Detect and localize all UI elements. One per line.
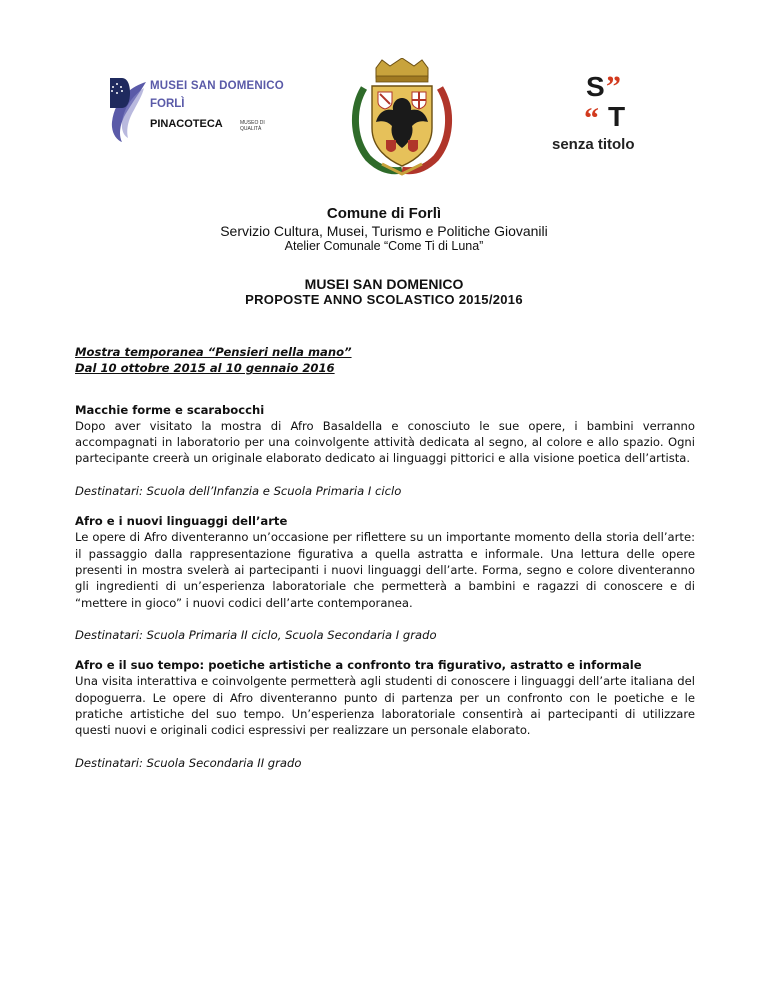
- section-title: Macchie forme e scarabocchi: [75, 402, 265, 417]
- section-title: Afro e i nuovi linguaggi dell’arte: [75, 514, 288, 529]
- musei-san-domenico-logo: [108, 78, 288, 144]
- senza-titolo-caption: senza titolo: [552, 136, 635, 153]
- section-1: [75, 402, 695, 499]
- section-text: Una visita interattiva e coinvolgente permetterà agli studenti di conoscere i linguaggi dell’arte italiana del dopoguerra. Le opere di Afro diventeranno punto di partenza per un confronto con le poetiche e le pratiche artistiche del suo tempo. Un’esperienza laboratoriale consentirà ai partecipanti di utilizzare questi nuovi e originali codici espressivi per realizzare un personale elaborato.: [75, 674, 695, 738]
- comune-heading: Comune di Forlì: [326, 205, 442, 222]
- document-body: [75, 344, 695, 771]
- section-2: [75, 513, 695, 643]
- glyph-quote-open: “: [584, 102, 599, 132]
- section-text: Dopo aver visitato la mostra di Afro Basaldella e conosciuto le sue opere, i bambini verranno accompagnati in laboratorio per una coinvolgente attività dedicata al segno, al colore e allo spazio. Ogni partecipante creerà un originale elaborato dedicato ai linguaggi pittorici e alla visione poetica dell’artista.: [75, 418, 695, 466]
- st-monogram-icon: [582, 70, 642, 132]
- musei-heading: MUSEI SAN DOMENICO: [304, 276, 464, 292]
- glyph-quote-close: ”: [606, 70, 621, 103]
- section-3: [75, 657, 695, 771]
- glyph-s: S: [586, 71, 605, 102]
- section-recipients: Destinatari: Scuola Primaria II ciclo, Scuola Secondaria I grado: [75, 627, 437, 642]
- atelier-line: Atelier Comunale “Come Ti di Luna”: [284, 239, 484, 253]
- glyph-t: T: [608, 101, 626, 132]
- servizio-line: Servizio Cultura, Musei, Turismo e Politiche Giovanili: [220, 223, 548, 239]
- senza-titolo-logo: [552, 70, 662, 160]
- exhibition-dates: Dal 10 ottobre 2015 al 10 gennaio 2016: [75, 361, 335, 376]
- exhibition-title: Mostra temporanea “Pensieri nella mano”: [75, 345, 352, 359]
- section-recipients: Destinatari: Scuola dell’Infanzia e Scuola Primaria I ciclo: [75, 483, 402, 498]
- logo-line-3: PINACOTECA: [150, 118, 223, 130]
- logo-line-2: FORLÌ: [150, 98, 185, 110]
- section-text: Le opere di Afro diventeranno un’occasione per riflettere su un importante momento della storia dell’arte: il passaggio dalla rappresentazione figurativa a quella astratta e informale. Una lettura delle opere presenti in mostra svelerà ai partecipanti i nuovi linguaggi dell’arte. Forma, segno e colore diventeranno gli ingredienti di un’esperienza laboratoriale che permetterà a bambini e ragazzi di conoscere e di “mettere in gioco” i nuovi codici dell’arte contemporanea.: [75, 530, 695, 610]
- section-recipients: Destinatari: Scuola Secondaria II grado: [75, 755, 302, 770]
- logo-line-1: MUSEI SAN DOMENICO: [150, 80, 284, 92]
- proposte-heading: PROPOSTE ANNO SCOLASTICO 2015/2016: [245, 292, 523, 307]
- badge-caption: MUSEO DI QUALITÀ: [240, 120, 265, 132]
- museo-qualita-badge-icon: [108, 78, 130, 108]
- coat-of-arms-icon: [346, 58, 458, 176]
- section-title: Afro e il suo tempo: poetiche artistiche a confronto tra figurativo, astratto e informale: [75, 658, 642, 673]
